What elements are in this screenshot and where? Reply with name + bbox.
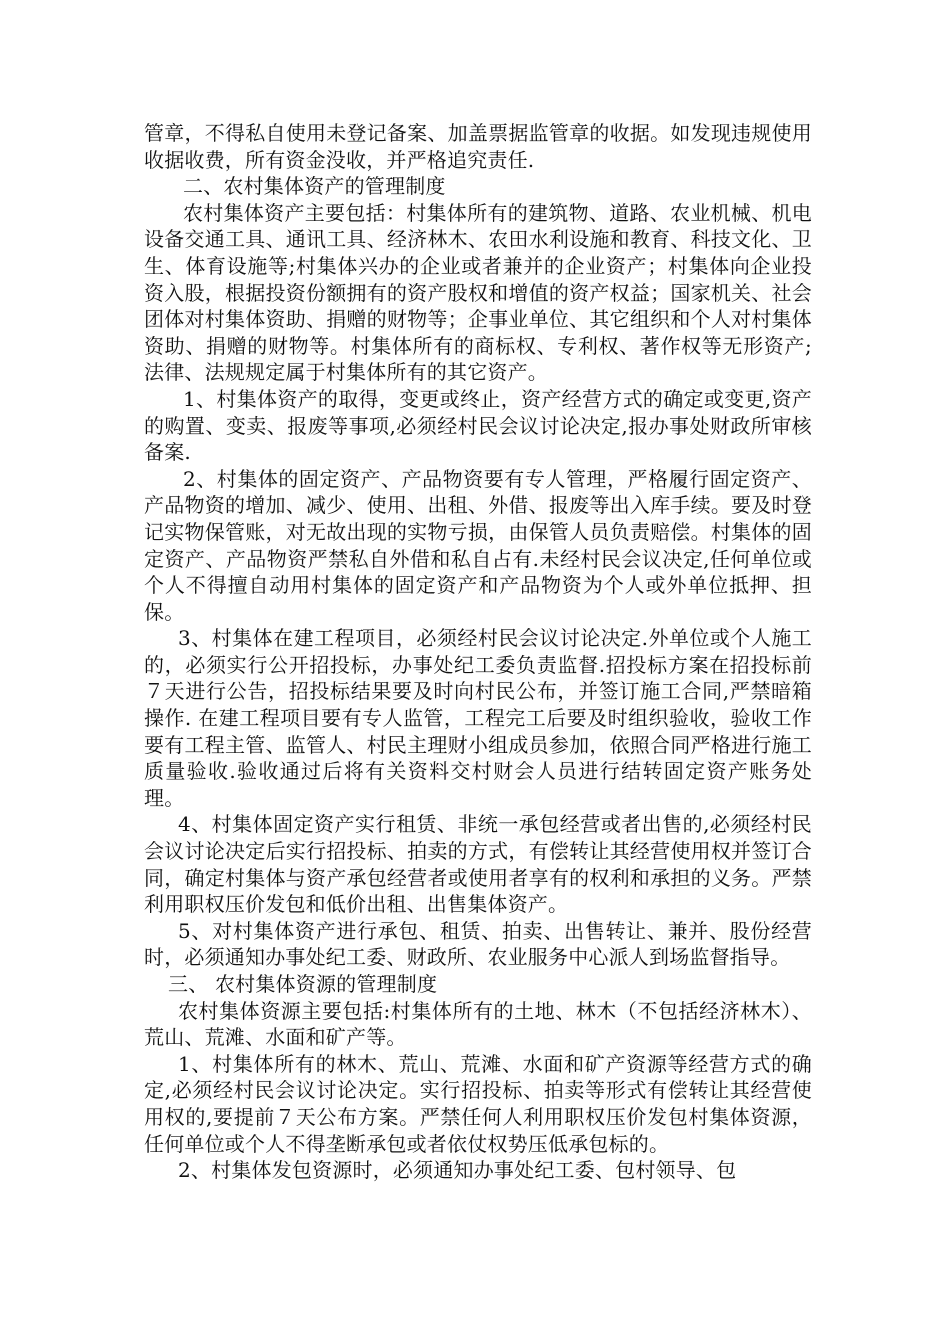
paragraph-assets-item-3: 3、村集体在建工程项目，必须经村民会议讨论决定.外单位或个人施工的，必须实行公开招投标，办事处纪工委负责监督.招投标方案在招投标前７天进行公告，招投标结果要及时向村民公布，并签订施工合同,严禁暗箱操作. 在建工程项目要有专人监管，工程完工后要及时组织验收，验收工作要有工程主管、监管人、村民主理财小组成员参加，依照合同严格进行施工质量验收.验收通过后将有关资料交村财会人员进行结转固定资产账务处理。 [144, 626, 812, 810]
paragraph-resources-item-1: 1、村集体所有的林木、荒山、荒滩、水面和矿产资源等经营方式的确定,必须经村民会议讨论决定。实行招投标、拍卖等形式有偿转让其经营使用权的,要提前７天公布方案。严禁任何人利用职权压价发包村集体资源，任何单位或个人不得垄断承包或者依仗权势压低承包标的。 [144, 1051, 812, 1156]
paragraph-continuation: 管章，不得私自使用未登记备案、加盖票据监管章的收据。如发现违规使用收据收费，所有资金没收，并严格追究责任. [144, 121, 812, 172]
paragraph-assets-item-2: 2、村集体的固定资产、产品物资要有专人管理，严格履行固定资产、产品物资的增加、减少、使用、出租、外借、报废等出入库手续。要及时登记实物保管账，对无故出现的实物亏损，由保管人员负责赔偿。村集体的固定资产、产品物资严禁私自外借和私自占有.未经村民会议决定,任何单位或个人不得擅自动用村集体的固定资产和产品物资为个人或外单位抵押、担保。 [144, 466, 812, 624]
section-heading-assets: 二、农村集体资产的管理制度 [183, 174, 446, 199]
paragraph-assets-scope: 农村集体资产主要包括：村集体所有的建筑物、道路、农业机械、机电设备交通工具、通讯工具、经济林木、农田水利设施和教育、科技文化、卫生、体育设施等;村集体兴办的企业或者兼并的企业资产；村集体向企业投资入股，根据投资份额拥有的资产股权和增值的资产权益；国家机关、社会团体对村集体资助、捐赠的财物等；企事业单位、其它组织和个人对村集体资助、捐赠的财物等。村集体所有的商标权、专利权、著作权等无形资产;法律、法规规定属于村集体所有的其它资产。 [144, 200, 812, 385]
section-heading-resources: 三、 农村集体资源的管理制度 [168, 972, 438, 996]
document-body [144, 120, 812, 1184]
paragraph-assets-item-5: 5、对村集体资产进行承包、租赁、拍卖、出售转让、兼并、股份经营时，必须通知办事处纪工委、财政所、农业服务中心派人到场监督指导。 [144, 918, 812, 970]
paragraph-assets-item-4: 4、村集体固定资产实行租赁、非统一承包经营或者出售的,必须经村民会议讨论决定后实行招投标、拍卖的方式，有偿转让其经营使用权并签订合同，确定村集体与资产承包经营者或使用者享有的权利和承担的义务。严禁利用职权压价发包和低价出租、出售集体资产。 [144, 812, 812, 917]
paragraph-resources-item-2: 2、村集体发包资源时，必须通知办事处纪工委、包村领导、包 [178, 1158, 737, 1183]
paragraph-assets-item-1: 1、村集体资产的取得，变更或终止，资产经营方式的确定或变更,资产的购置、变卖、报废等事项,必须经村民会议讨论决定,报办事处财政所审核备案. [144, 386, 812, 465]
paragraph-resources-scope: 农村集体资源主要包括:村集体所有的土地、林木（不包括经济林木）、荒山、荒滩、水面和矿产等。 [144, 998, 812, 1050]
